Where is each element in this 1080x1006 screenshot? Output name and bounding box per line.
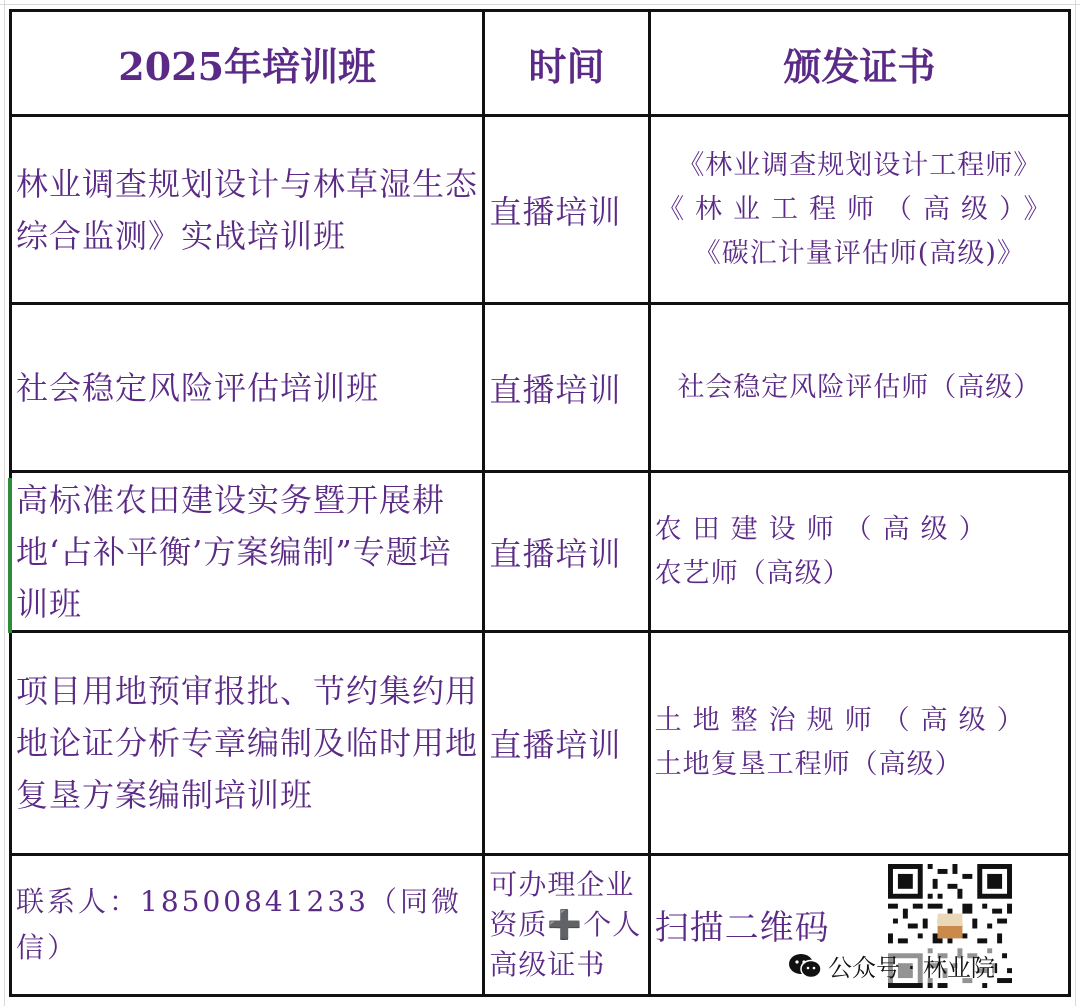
wechat-account-name: 公众号 · 林业院: [828, 954, 995, 982]
time-cell[interactable]: 直播培训: [484, 304, 649, 472]
wechat-watermark: [788, 948, 995, 983]
table-row: [11, 304, 1070, 472]
time-cell[interactable]: 直播培训: [484, 472, 649, 631]
course-name-cell[interactable]: 社会稳定风险评估培训班: [11, 304, 484, 472]
table-row: [11, 472, 1070, 631]
certificate-item: 土地整治规师（高级）: [654, 704, 1035, 736]
scan-qr-label: 扫描二维码: [654, 908, 830, 949]
certificate-item: 《林业工程师（高级）》: [657, 193, 1062, 225]
certificate-item: 社会稳定风险评估师（高级）: [677, 371, 1042, 403]
wechat-icon: [788, 953, 822, 979]
time-cell[interactable]: 直播培训: [484, 116, 649, 304]
certificate-item: 农田建设师（高级）: [654, 513, 997, 545]
training-table: [9, 9, 1071, 997]
table-row: [11, 631, 1070, 854]
header-certificate[interactable]: 颁发证书: [649, 11, 1069, 116]
course-name-cell[interactable]: 林业调查规划设计与林草湿生态综合监测》实战培训班: [11, 116, 484, 304]
course-name-cell[interactable]: 高标准农田建设实务暨开展耕地‘占补平衡’方案编制”专题培训班: [11, 472, 484, 631]
time-cell[interactable]: 直播培训: [484, 631, 649, 854]
qualification-note-cell[interactable]: 可办理企业资质➕个人高级证书: [484, 854, 649, 995]
certificate-item: 《林业调查规划设计工程师》: [677, 149, 1042, 181]
table-row: [11, 116, 1070, 304]
certificate-cell[interactable]: [649, 631, 1069, 854]
grid-line: [4, 0, 5, 1006]
header-time[interactable]: 时间: [484, 11, 649, 116]
certificate-cell[interactable]: [649, 472, 1069, 631]
grid-line: [0, 4, 1080, 5]
certificate-item: 农艺师（高级）: [654, 557, 851, 589]
certificate-item: 土地复垦工程师（高级）: [654, 748, 963, 780]
grid-line: [1075, 0, 1076, 1006]
selection-marker: [8, 478, 12, 633]
certificate-item: 《碳汇计量评估师(高级)》: [693, 237, 1025, 269]
certificate-cell[interactable]: [649, 304, 1069, 472]
header-course[interactable]: 2025年培训班: [11, 11, 484, 116]
header-row: [11, 11, 1070, 116]
contact-cell[interactable]: 联系人：18500841233（同微信）: [11, 854, 484, 995]
certificate-cell[interactable]: [649, 116, 1069, 304]
course-name-cell[interactable]: 项目用地预审报批、节约集约用地论证分析专章编制及临时用地复垦方案编制培训班: [11, 631, 484, 854]
